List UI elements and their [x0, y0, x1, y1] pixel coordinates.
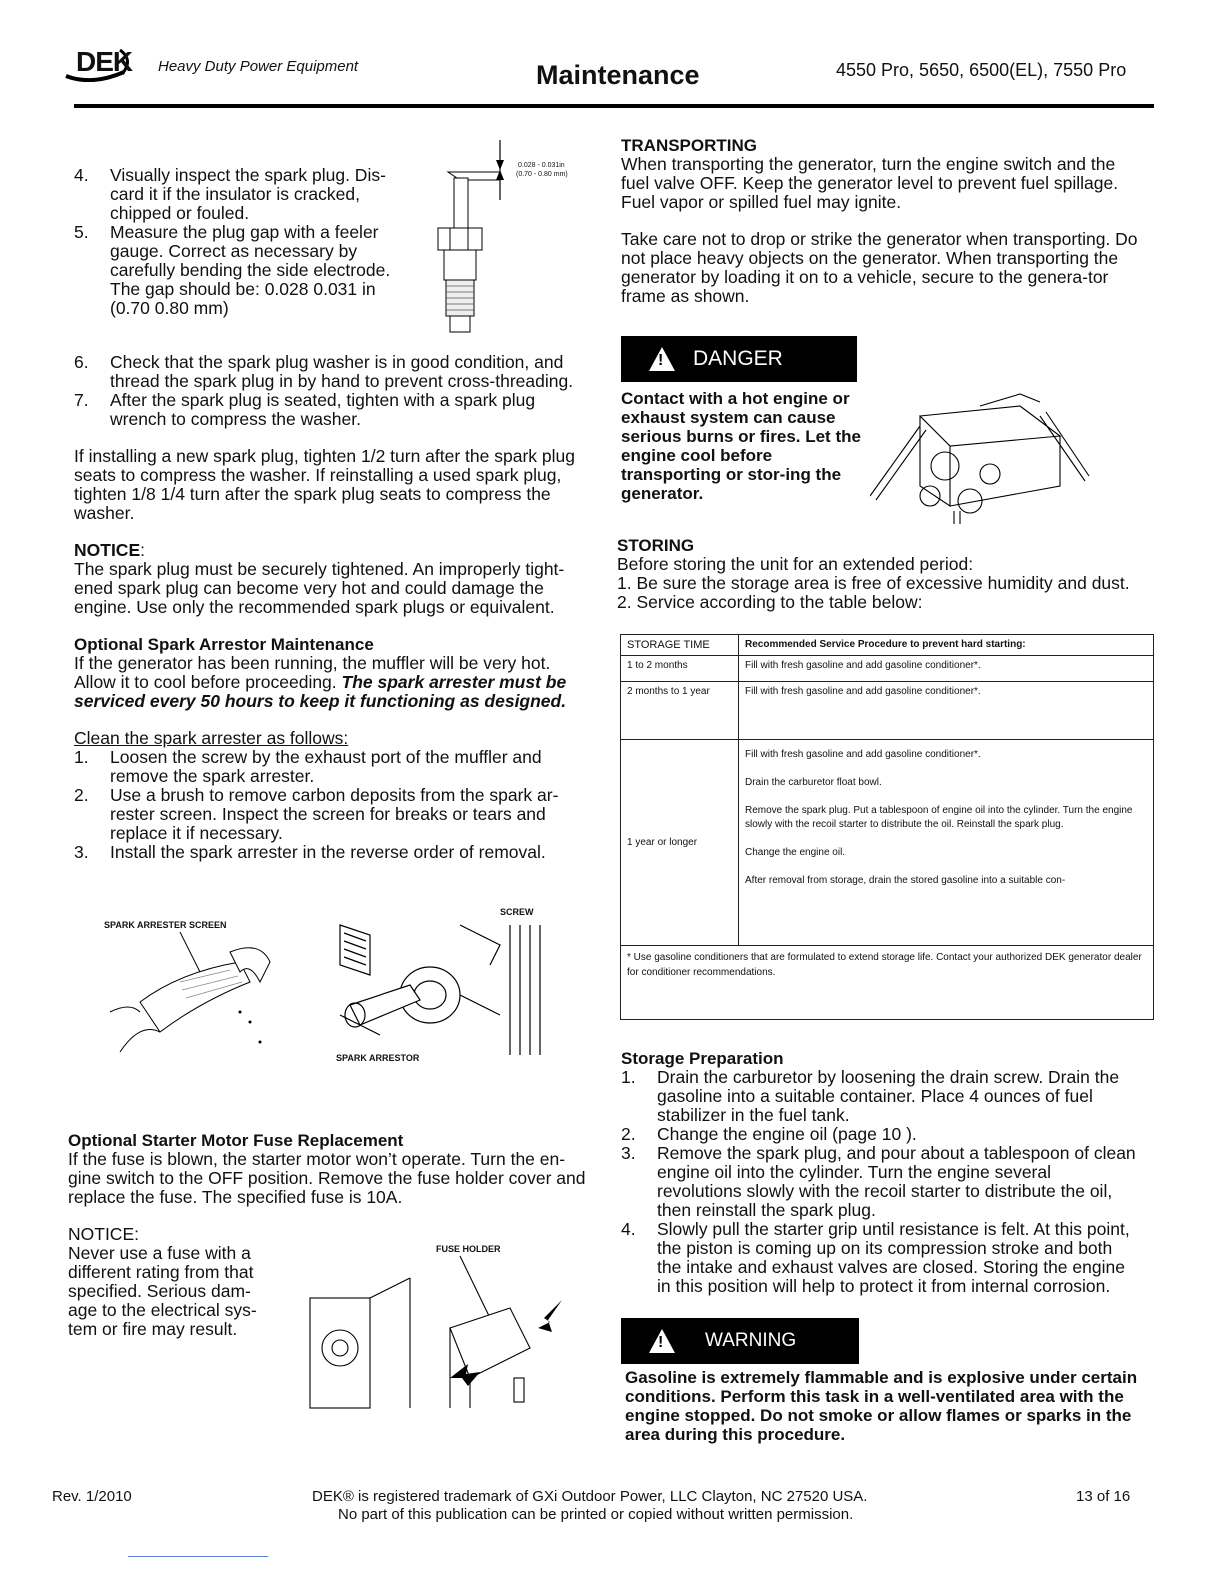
proc-line: Drain the carburetor float bowl. [745, 777, 882, 788]
step-text: Change the engine oil (page 10 ). [657, 1124, 917, 1144]
screw-label: SCREW [500, 907, 534, 917]
header-rule [74, 104, 1154, 108]
danger-label: DANGER [693, 347, 783, 370]
table-row [621, 682, 1154, 740]
warning-label: WARNING [705, 1330, 797, 1351]
prep-step-3 [621, 1144, 1137, 1220]
table-row [621, 740, 1154, 946]
clean-step-1 [74, 748, 584, 786]
notice-block: NOTICE: [74, 540, 145, 560]
step-number: 4. [74, 165, 89, 185]
notice-text: The spark plug must be securely tightened. An improperly tight-ened spark plug can become very hot and could damage the engine. Use only the recommended spark plugs or equivalent. [74, 559, 565, 617]
step-number: 2. [74, 785, 89, 805]
step-text: Use a brush to remove carbon deposits from the spark ar-rester screen. Inspect the screen for breaks or tears and replace it if necessary. [110, 785, 559, 843]
storage-prep-section [621, 1049, 1137, 1296]
page-title: Maintenance [536, 60, 700, 90]
proc-line: Change the engine oil. [745, 847, 846, 858]
step-number: 3. [74, 842, 89, 862]
generator-transport-figure [870, 386, 1090, 526]
arrestor-body: If the generator has been running, the muffler will be very hot. Allow it to cool before proceeding. [74, 653, 551, 692]
gap-label-mm: (0.70 - 0.80 mm) [516, 171, 568, 178]
install-paragraph: If installing a new spark plug, tighten 1/2 turn after the spark plug seats to compress the washer. If reinstalling a used spark plug, tighten 1/8 1/4 turn after the spark plug seats to compress the washer. [74, 446, 575, 523]
table-header: STORAGE TIME [621, 635, 739, 656]
transport-p2: Take care not to drop or strike the generator when transporting. Do not place heavy objects on the generator. When transporting the generator by loading it on to a vehicle, secure to the genera-tor frame as shown. [621, 229, 1138, 306]
header [0, 0, 1224, 110]
step-text: Loosen the screw by the exhaust port of the muffler and remove the spark arrester. [110, 747, 542, 786]
step-6 [74, 353, 584, 391]
trademark-line: DEK® is registered trademark of GXi Outdoor Power, LLC Clayton, NC 27520 USA. [312, 1488, 868, 1505]
step-number: 3. [621, 1143, 636, 1163]
transport-p1: When transporting the generator, turn the engine switch and the fuel valve OFF. Keep the generator level to prevent fuel spillage. Fuel vapor or spilled fuel may ignite. [621, 154, 1119, 212]
storing-intro: Before storing the unit for an extended period: [617, 554, 974, 574]
transport-title: TRANSPORTING [621, 136, 757, 155]
danger-banner [621, 336, 857, 382]
step-number: 1. [74, 747, 89, 767]
step-number: 5. [74, 222, 89, 242]
step-4 [74, 166, 404, 223]
table-cell: 2 months to 1 year [621, 682, 739, 740]
page-number: 13 of 16 [1076, 1488, 1131, 1505]
notice2-text: Never use a fuse with a different rating from that specified. Serious dam-age to the electrical sys-tem or fire may result. [68, 1243, 257, 1339]
left-column-lower [74, 353, 584, 862]
table-row [621, 656, 1154, 682]
storing-title: STORING [617, 536, 695, 555]
prep-step-2 [621, 1125, 1137, 1144]
storing-section [617, 536, 1147, 612]
table-footnote: * Use gasoline conditioners that are formulated to extend storage life. Contact your authorized DEK generator dealer for conditioner recommendations. [621, 946, 1154, 1020]
step-text: Check that the spark plug washer is in good condition, and thread the spark plug in by hand to prevent cross-threading. [110, 352, 574, 391]
arrestor-title: Optional Spark Arrestor Maintenance [74, 635, 374, 654]
spark-arrester-figure [320, 905, 550, 1070]
table-cell [739, 740, 1154, 946]
copyright-line: No part of this publication can be printed or copied without written permission. [338, 1506, 854, 1523]
storing-item-2: 2. Service according to the table below: [617, 592, 923, 612]
prep-step-4 [621, 1220, 1137, 1296]
footer-link-rule [128, 1556, 268, 1557]
storage-table [620, 634, 1154, 1020]
clean-step-2 [74, 786, 584, 843]
screen-label: SPARK ARRESTER SCREEN [104, 920, 227, 930]
revision: Rev. 1/2010 [52, 1488, 132, 1505]
table-cell: Fill with fresh gasoline and add gasoline conditioner*. [739, 656, 1154, 682]
prep-step-1 [621, 1068, 1137, 1125]
step-text: Slowly pull the starter grip until resistance is felt. At this point, the piston is coming up on its compression stroke and both the intake and exhaust valves are closed. Storing the engine in this position will help to protect it from internal corrosion. [657, 1219, 1130, 1296]
notice-label: NOTICE [74, 540, 141, 560]
step-5 [74, 223, 404, 318]
step-number: 1. [621, 1067, 636, 1087]
step-text: Drain the carburetor by loosening the drain screw. Drain the gasoline into a suitable container. Place 4 ounces of fuel stabilizer in the fuel tank. [657, 1067, 1120, 1125]
spark-plug-figure [420, 140, 580, 340]
notice2-label: NOTICE: [68, 1224, 139, 1244]
fuse-holder-figure [300, 1238, 580, 1413]
step-number: 7. [74, 390, 89, 410]
warning-triangle-icon: ! [649, 347, 675, 371]
danger-text: Contact with a hot engine or exhaust system can cause serious burns or fires. Let the engine cool before transporting or stor-ing the generator. [621, 389, 861, 503]
models: 4550 Pro, 5650, 6500(EL), 7550 Pro [836, 60, 1127, 80]
table-cell: 1 year or longer [621, 740, 739, 946]
table-footnote-row [621, 946, 1154, 1020]
step-text: Remove the spark plug, and pour about a tablespoon of clean engine oil into the cylinder. Turn the engine several revolutions slowly with the recoil starter to distribute the oil, then reinstall the spark plug. [657, 1143, 1136, 1220]
step-7 [74, 391, 584, 429]
step-text: Install the spark arrester in the reverse order of removal. [110, 842, 546, 862]
step-text: Measure the plug gap with a feeler gauge. Correct as necessary by carefully bending the side electrode. The gap should be: 0.028 0.031 in (0.70 0.80 mm) [110, 222, 391, 318]
warning-triangle-icon: ! [649, 1329, 675, 1353]
fuse-text: If the fuse is blown, the starter motor won’t operate. Turn the en-gine switch to the OFF position. Remove the fuse holder cover and replace the fuse. The specified fuse is 10A. [68, 1149, 586, 1207]
step-text: After the spark plug is seated, tighten with a spark plug wrench to compress the washer. [110, 390, 536, 429]
proc-line: Fill with fresh gasoline and add gasoline conditioner*. [745, 749, 981, 760]
arrestor-emphasis: The spark arrester must be serviced every 50 hours to keep it functioning as designed. [74, 672, 567, 711]
table-cell: 1 to 2 months [621, 656, 739, 682]
clean-title: Clean the spark arrester as follows: [74, 728, 349, 748]
step-number: 6. [74, 352, 89, 372]
dek-logo [62, 46, 152, 82]
clean-step-3 [74, 843, 584, 862]
storing-item-1: 1. Be sure the storage area is free of excessive humidity and dust. [617, 573, 1130, 593]
table-header-row [621, 635, 1154, 656]
proc-line: After removal from storage, drain the stored gasoline into a suitable con- [745, 875, 1066, 886]
gap-label-inch: 0.028 - 0.031in [518, 162, 565, 169]
table-header: Recommended Service Procedure to prevent hard starting: [739, 635, 1154, 656]
proc-line: Remove the spark plug. Put a tablespoon of engine oil into the cylinder. Turn the engine slowly with the recoil starter to distribute the oil. Reinstall the spark plug. [745, 805, 1133, 830]
fuse-title: Optional Starter Motor Fuse Replacement [68, 1131, 404, 1150]
prep-title: Storage Preparation [621, 1049, 784, 1068]
table-cell: Fill with fresh gasoline and add gasoline conditioner*. [739, 682, 1154, 740]
step-text: Visually inspect the spark plug. Dis-card it if the insulator is cracked, chipped or fouled. [110, 165, 386, 223]
right-column [621, 136, 1141, 306]
arrestor-label: SPARK ARRESTOR [336, 1053, 420, 1063]
tagline: Heavy Duty Power Equipment [158, 58, 359, 75]
step-number: 4. [621, 1219, 636, 1239]
spark-arrester-screen-figure [100, 912, 300, 1072]
fuse-holder-label: FUSE HOLDER [436, 1244, 501, 1254]
logo-text: DEK [76, 46, 133, 77]
step-number: 2. [621, 1124, 636, 1144]
warning-text: Gasoline is extremely flammable and is explosive under certain conditions. Perform this task in a well-ventilated area with the engine stopped. Do not smoke or allow flames or sparks in the area during this procedure. [625, 1368, 1138, 1444]
warning-banner [621, 1318, 859, 1364]
footer [0, 1486, 1224, 1546]
arrestor-text [74, 654, 584, 711]
